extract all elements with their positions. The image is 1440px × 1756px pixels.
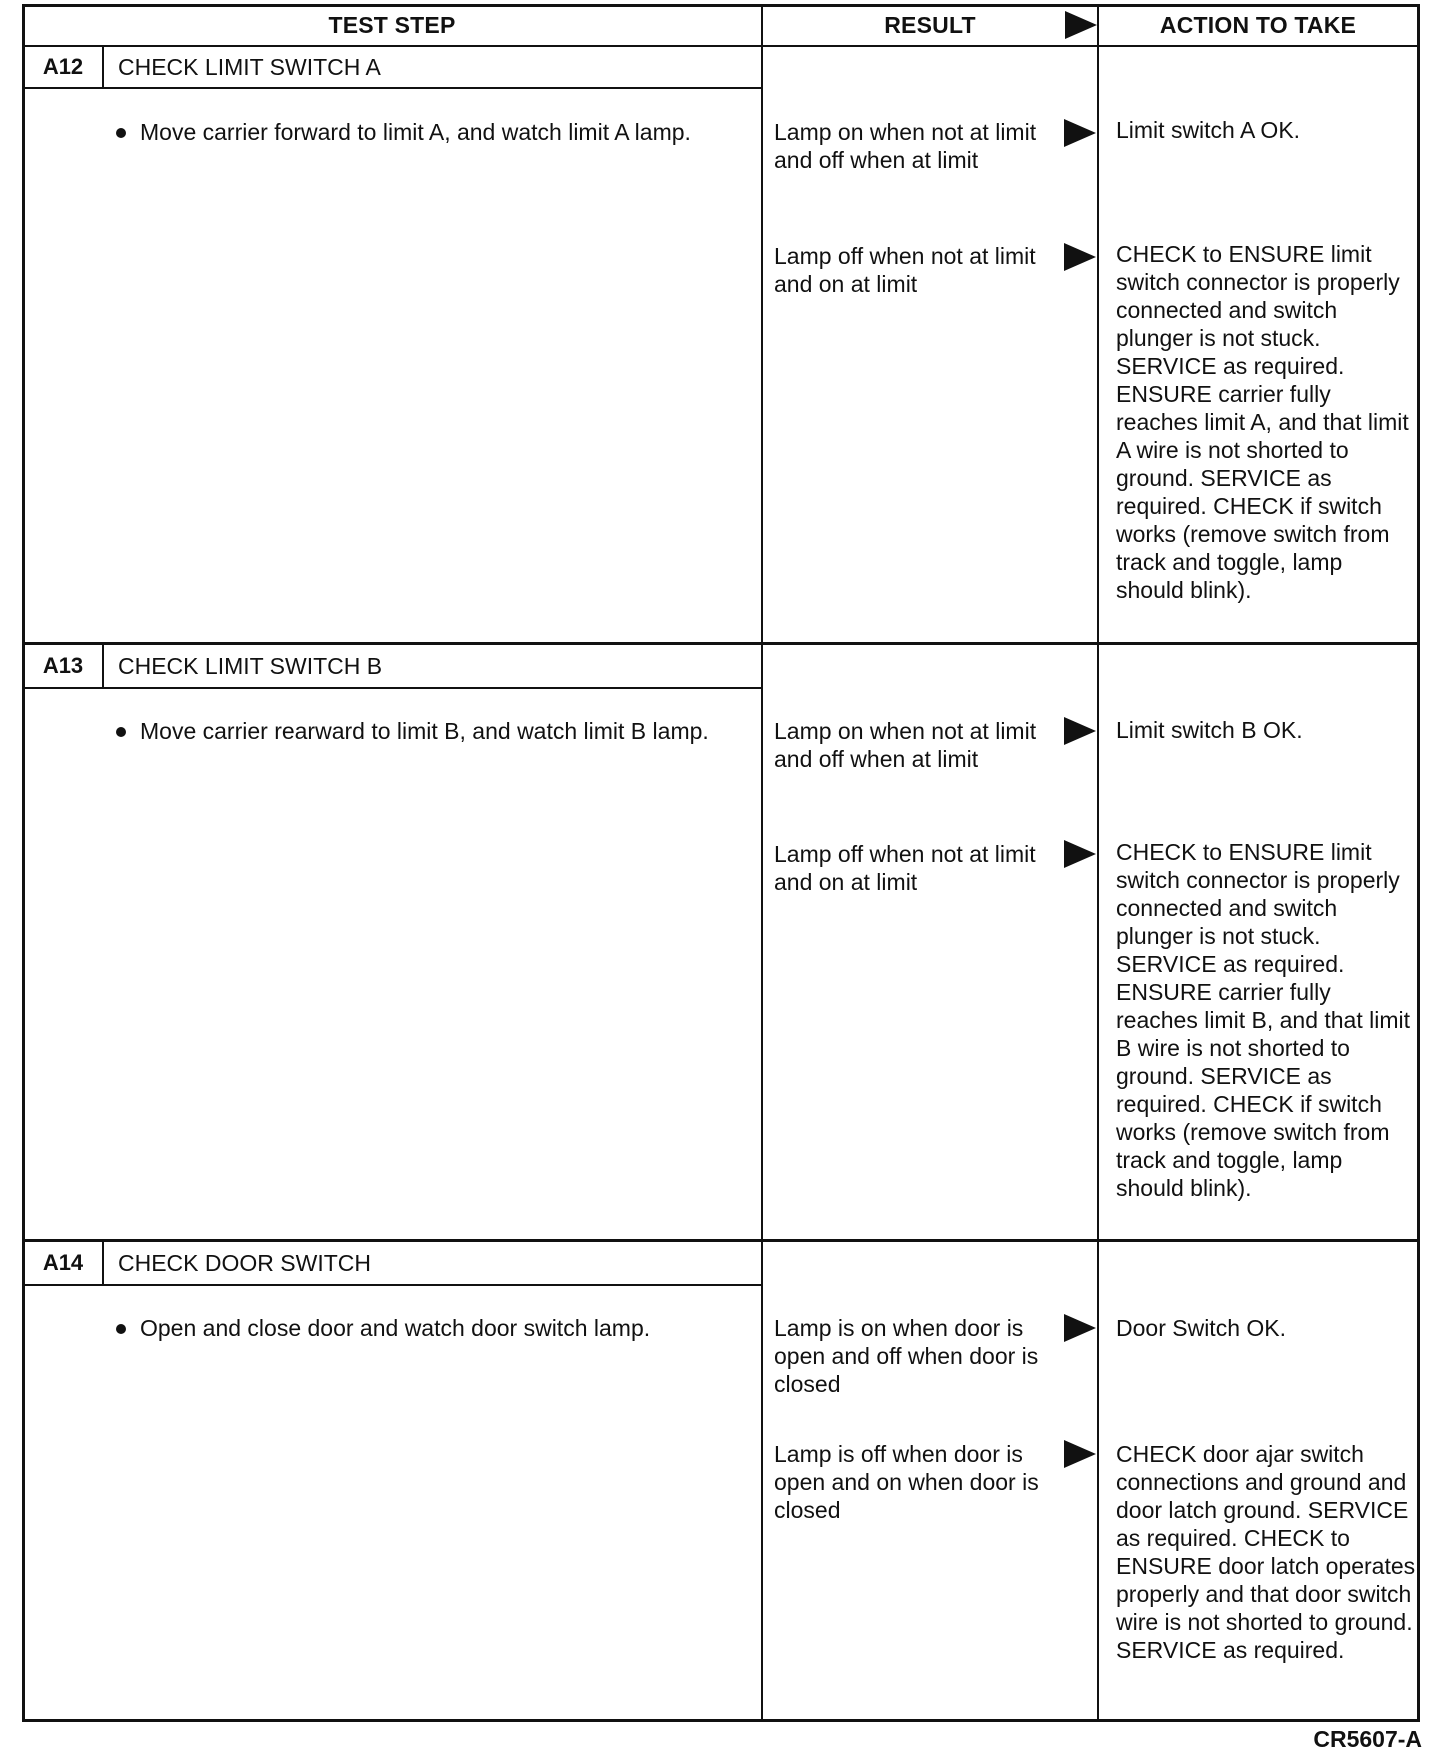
step-a14-title-underline	[22, 1284, 763, 1286]
table-border-bottom	[22, 1719, 1420, 1722]
bullet-icon	[116, 128, 126, 138]
step-code: A12	[42, 54, 84, 79]
step-instruction	[140, 717, 740, 745]
step-title: CHECK LIMIT SWITCH A	[118, 54, 381, 80]
table-border-left	[22, 4, 25, 1722]
step-separator	[22, 1239, 1420, 1242]
step-separator	[22, 642, 1420, 645]
action-text: CHECK to ENSURE limit switch connector is properly connected and switch plunger is not stuck. SERVICE as required. ENSURE carrier fully reaches limit A, and that limit A wire is not shorted to ground. SERVICE as required. CHECK if switch works (remove switch from track and toggle, lamp should blink).	[1116, 241, 1409, 603]
step-title: CHECK LIMIT SWITCH B	[118, 653, 383, 679]
result-arrow-icon	[1064, 840, 1096, 868]
step-code: A13	[42, 653, 84, 678]
action-text: CHECK door ajar switch connections and ground and door latch ground. SERVICE as required. CHECK to ENSURE door latch operates properly and that door switch wire is not shorted to ground. SERVICE as required.	[1116, 1441, 1416, 1663]
header-result: RESULT	[884, 12, 976, 38]
step-a13-title-underline	[22, 687, 763, 689]
action-text: Limit switch B OK.	[1116, 717, 1303, 743]
bullet-icon	[116, 727, 126, 737]
figure-code: CR5607-A	[1313, 1726, 1422, 1752]
result-text: Lamp on when not at limit and off when at limit	[774, 119, 1037, 173]
step-code: A14	[42, 1250, 84, 1275]
result-text: Lamp off when not at limit and on at limit	[774, 841, 1036, 895]
result-arrow-icon	[1064, 119, 1096, 147]
result-arrow-icon	[1064, 1440, 1096, 1468]
action-text: Door Switch OK.	[1116, 1315, 1286, 1341]
result-text: Lamp on when not at limit and off when at limit	[774, 718, 1037, 772]
result-text: Lamp is on when door is open and off when door is closed	[774, 1315, 1039, 1397]
header-action: ACTION TO TAKE	[1159, 12, 1357, 38]
diagnostic-table	[22, 4, 1420, 1722]
step-instruction	[140, 118, 740, 146]
result-arrow-icon	[1064, 243, 1096, 271]
step-instruction-text: Move carrier forward to limit A, and watch limit A lamp.	[140, 119, 691, 145]
step-a14-code-divider	[102, 1242, 104, 1284]
header-arrow-icon	[1065, 11, 1097, 39]
step-title: CHECK DOOR SWITCH	[118, 1250, 371, 1276]
header-test-step: TEST STEP	[328, 12, 456, 38]
column-divider-step-result	[761, 4, 763, 1722]
column-divider-result-action	[1097, 4, 1099, 1722]
result-text: Lamp is off when door is open and on when door is closed	[774, 1441, 1039, 1523]
result-text: Lamp off when not at limit and on at limit	[774, 243, 1036, 297]
step-instruction-text: Open and close door and watch door switch lamp.	[140, 1315, 651, 1341]
step-a13-code-divider	[102, 645, 104, 687]
step-a12-title-underline	[22, 87, 763, 89]
step-a12-code-divider	[102, 47, 104, 87]
action-text: CHECK to ENSURE limit switch connector is properly connected and switch plunger is not stuck. SERVICE as required. ENSURE carrier fully reaches limit B, and that limit B wire is not shorted to ground. SERVICE as required. CHECK if switch works (remove switch from track and toggle, lamp should blink).	[1116, 839, 1411, 1201]
table-border-right	[1417, 4, 1420, 1722]
step-instruction	[140, 1314, 740, 1342]
step-instruction-text: Move carrier rearward to limit B, and watch limit B lamp.	[140, 718, 709, 744]
result-arrow-icon	[1064, 1314, 1096, 1342]
action-text: Limit switch A OK.	[1116, 117, 1301, 143]
bullet-icon	[116, 1324, 126, 1334]
result-arrow-icon	[1064, 717, 1096, 745]
